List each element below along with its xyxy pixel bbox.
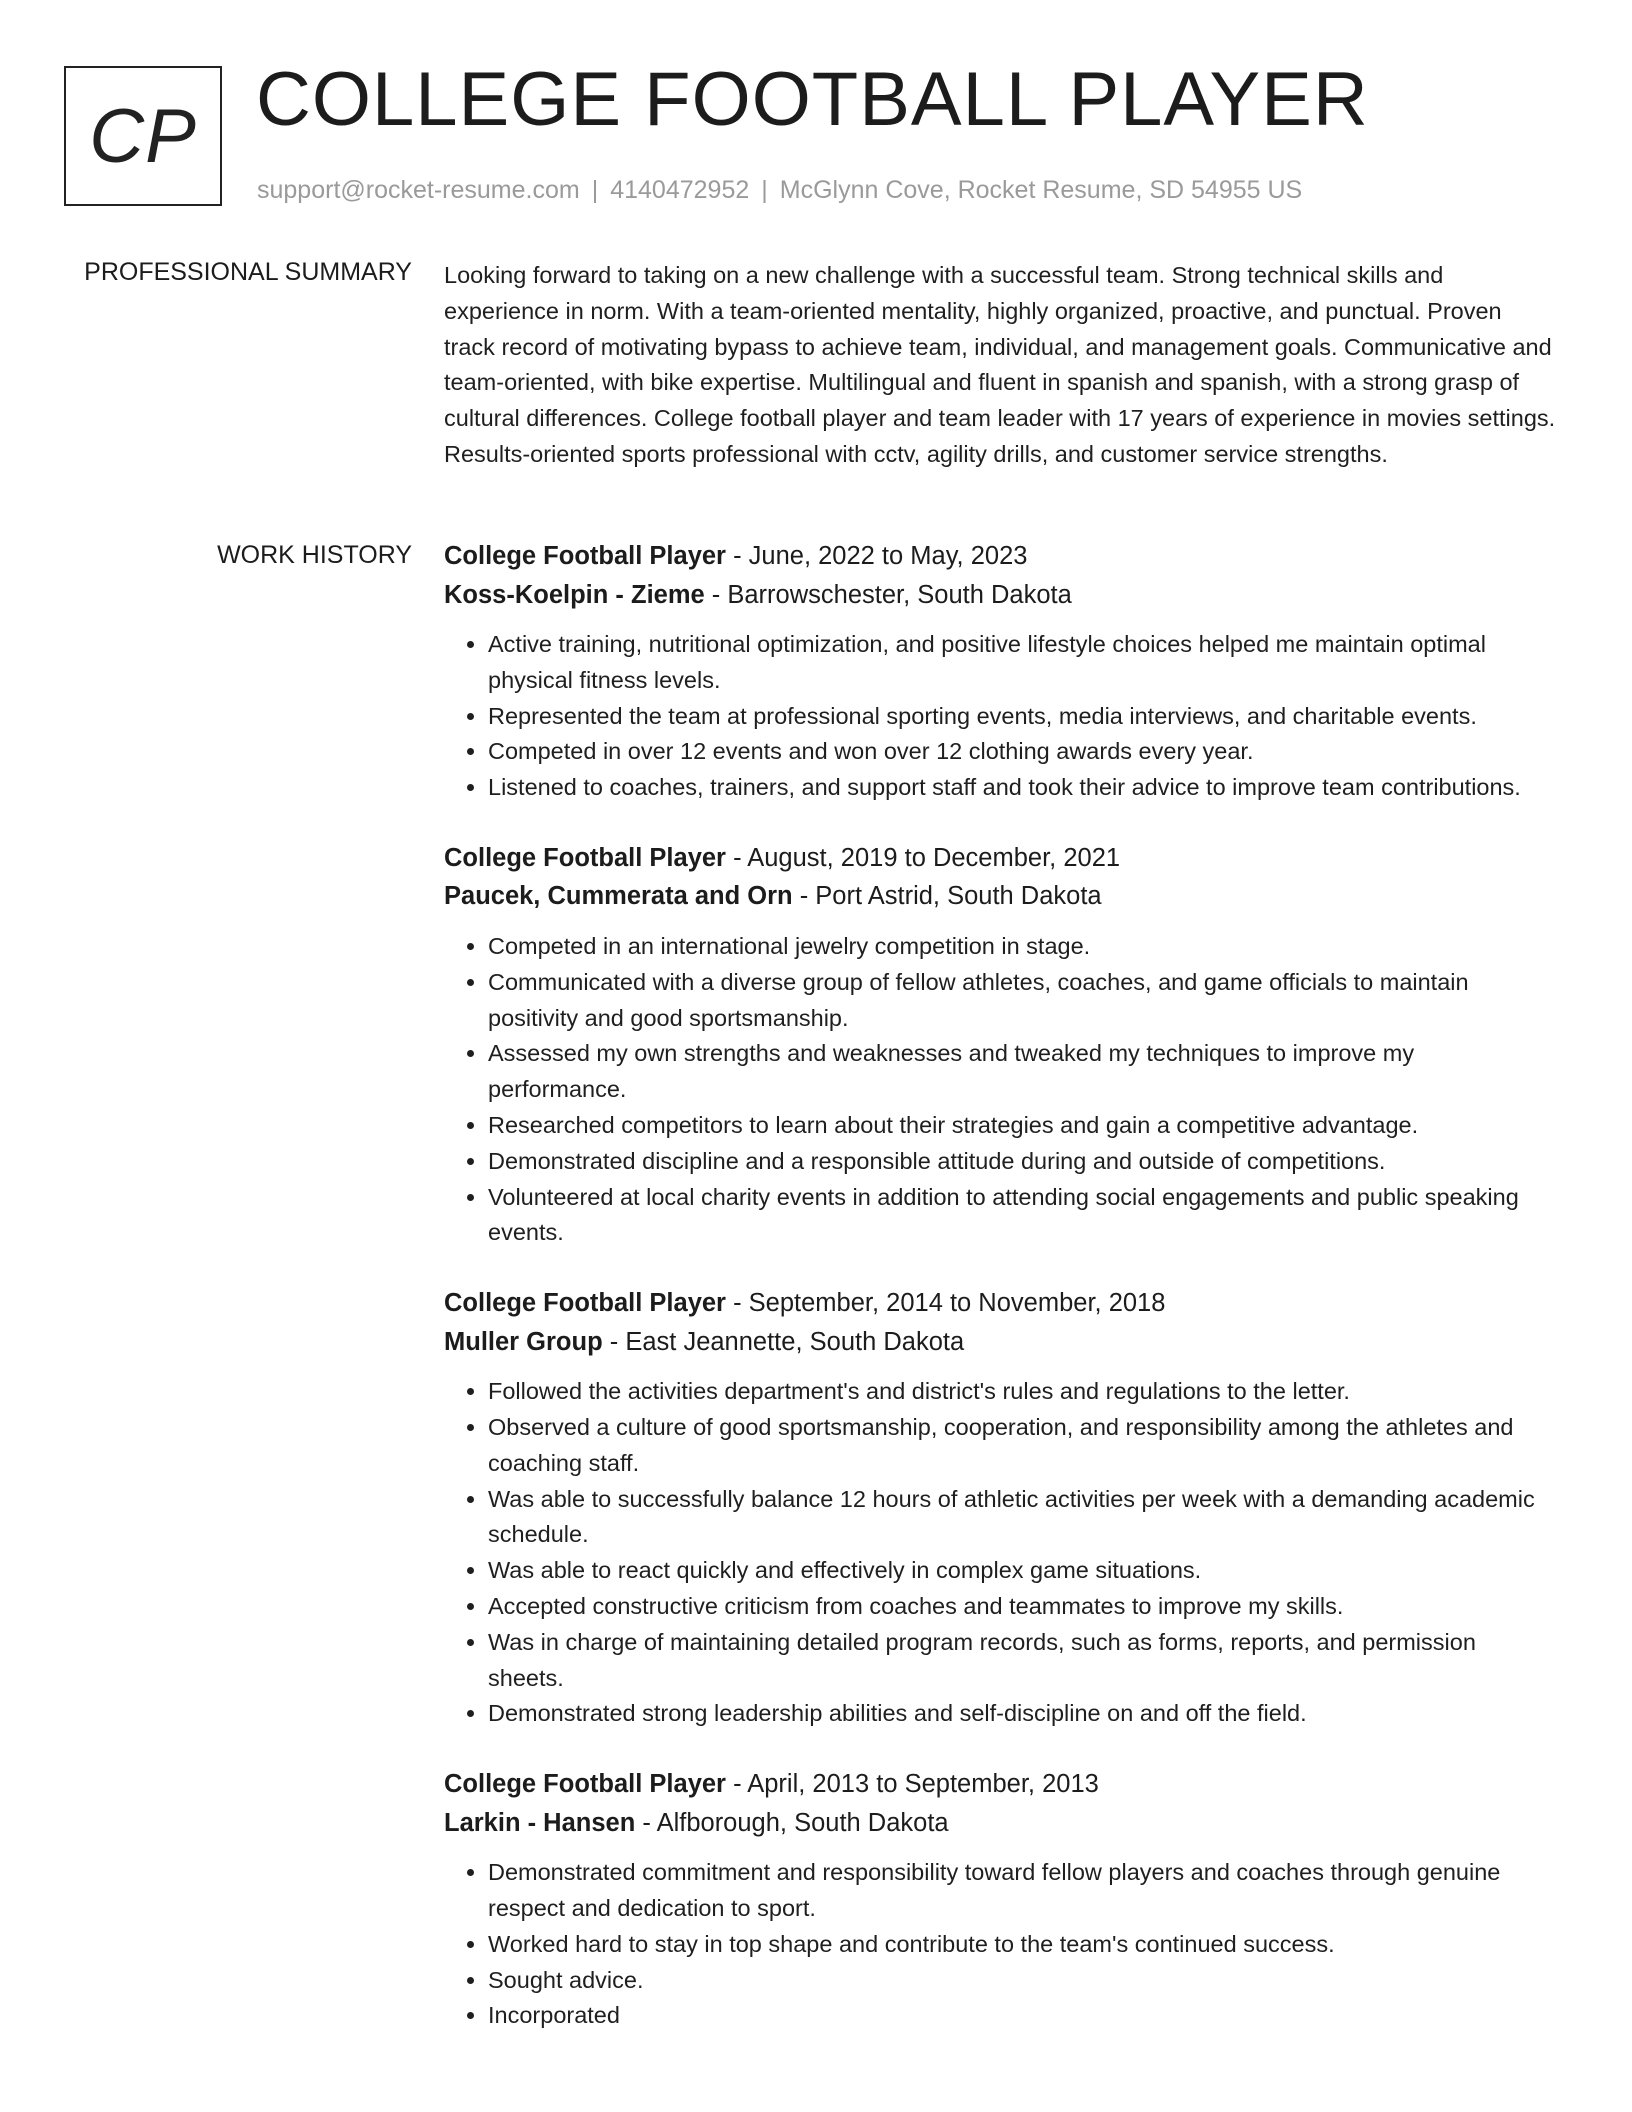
- resume-title: COLLEGE FOOTBALL PLAYER: [256, 57, 1369, 142]
- job-bullet: • Was in charge of maintaining detailed program records, such as forms, reports, and permission sheets.: [488, 1625, 1556, 1697]
- job-dates: - April, 2013 to September, 2013: [725, 1770, 1099, 1799]
- job-bullet: • Demonstrated discipline and a responsible attitude during and outside of competitions.: [488, 1144, 1556, 1180]
- contact-phone[interactable]: 4140472952: [610, 176, 750, 204]
- job-bullet: • Competed in over 12 events and won over 12 clothing awards every year.: [488, 734, 1556, 770]
- work-history-section-label: WORK HISTORY: [217, 541, 412, 569]
- job-title: College Football Player: [444, 1770, 726, 1799]
- job-bullet: • Researched competitors to learn about their strategies and gain a competitive advantage.: [488, 1108, 1556, 1144]
- job-company: Muller Group: [444, 1327, 603, 1356]
- contact-address: McGlynn Cove, Rocket Resume, SD 54955 US: [779, 176, 1303, 204]
- summary-text: Looking forward to taking on a new challenge with a successful team. Strong technical skills and experience in norm. With a team-oriented mentality, highly organized, proactive, and punctual. Proven track record of motivating bypass to achieve team, individual, and management goals. Communicative and team-oriented, with bike expertise. Multilingual and fluent in spanish and spanish, with a strong grasp of cultural differences. College football player and team leader with 17 years of experience in movies settings. Results-oriented sports professional with cctv, agility drills, and customer service strengths.: [444, 262, 1556, 467]
- job-dates: - September, 2014 to November, 2018: [725, 1289, 1166, 1318]
- job-company: Larkin - Hansen: [444, 1808, 636, 1837]
- job-bullet: • Volunteered at local charity events in addition to attending social engagements and public speaking events.: [488, 1180, 1556, 1252]
- job-bullet: • Worked hard to stay in top shape and contribute to the team's continued success.: [488, 1927, 1556, 1963]
- job-bullets: [444, 627, 1556, 806]
- job-entry: [444, 1284, 1556, 1732]
- job-entry: [444, 839, 1556, 1251]
- job-bullet: • Assessed my own strengths and weaknesses and tweaked my techniques to improve my performance.: [488, 1036, 1556, 1108]
- contact-separator: |: [591, 176, 599, 204]
- job-bullet: • Observed a culture of good sportsmanship, cooperation, and responsibility among the athletes and coaching staff.: [488, 1410, 1556, 1482]
- work-history-list: [444, 537, 1556, 2067]
- job-bullet: • Followed the activities department's and district's rules and regulations to the letter.: [488, 1374, 1556, 1410]
- contact-separator: |: [761, 176, 768, 204]
- monogram-box: [64, 66, 222, 206]
- job-bullet: • Communicated with a diverse group of fellow athletes, coaches, and game officials to maintain positivity and good sportsmanship.: [488, 965, 1556, 1037]
- job-bullet: • Active training, nutritional optimization, and positive lifestyle choices helped me maintain optimal physical fitness levels.: [488, 627, 1556, 699]
- job-dates: - June, 2022 to May, 2023: [725, 542, 1028, 570]
- job-bullets: [444, 929, 1556, 1251]
- job-bullet: • Competed in an international jewelry competition in stage.: [488, 929, 1556, 965]
- monogram-initials: CP: [89, 93, 197, 179]
- job-entry: [444, 537, 1556, 806]
- job-location: - Alfborough, South Dakota: [635, 1808, 949, 1837]
- job-dates: - August, 2019 to December, 2021: [725, 843, 1121, 872]
- contact-email[interactable]: support@rocket-resume.com: [257, 176, 580, 204]
- summary-section-label: PROFESSIONAL SUMMARY: [84, 258, 412, 286]
- job-company: Koss-Koelpin - Zieme: [444, 580, 705, 609]
- job-bullet: • Incorporated: [488, 1998, 1556, 2034]
- job-location: - Barrowschester, South Dakota: [704, 580, 1072, 609]
- job-company-line: [444, 877, 1556, 916]
- job-bullet: • Demonstrated strong leadership abilities and self-discipline on and off the field.: [488, 1696, 1556, 1732]
- job-bullet: • Demonstrated commitment and responsibility toward fellow players and coaches through genuine respect and dedication to sport.: [488, 1855, 1556, 1927]
- job-company-line: [444, 576, 1556, 615]
- job-bullet: • Represented the team at professional sporting events, media interviews, and charitable events.: [488, 699, 1556, 735]
- job-company-line: [444, 1323, 1556, 1362]
- job-title: College Football Player: [444, 542, 726, 570]
- job-bullets: [444, 1374, 1556, 1732]
- job-bullets: [444, 1855, 1556, 2034]
- job-bullet: • Was able to react quickly and effectively in complex game situations.: [488, 1553, 1556, 1589]
- job-bullet: • Sought advice.: [488, 1963, 1556, 1999]
- job-bullet: • Was able to successfully balance 12 hours of athletic activities per week with a demanding academic schedule.: [488, 1482, 1556, 1554]
- job-location: - Port Astrid, South Dakota: [792, 882, 1102, 911]
- job-company-line: [444, 1804, 1556, 1843]
- job-title-line: [444, 1284, 1556, 1323]
- job-title: College Football Player: [444, 1289, 726, 1318]
- contact-line: [257, 176, 1302, 205]
- job-location: - East Jeannette, South Dakota: [602, 1327, 965, 1356]
- job-title-line: [444, 537, 1556, 576]
- job-bullet: • Listened to coaches, trainers, and support staff and took their advice to improve team contributions.: [488, 770, 1556, 806]
- job-title-line: [444, 839, 1556, 878]
- job-bullet: • Accepted constructive criticism from coaches and teammates to improve my skills.: [488, 1589, 1556, 1625]
- job-title-line: [444, 1765, 1556, 1804]
- job-company: Paucek, Cummerata and Orn: [444, 882, 793, 911]
- job-title: College Football Player: [444, 843, 726, 872]
- job-entry: [444, 1765, 1556, 2034]
